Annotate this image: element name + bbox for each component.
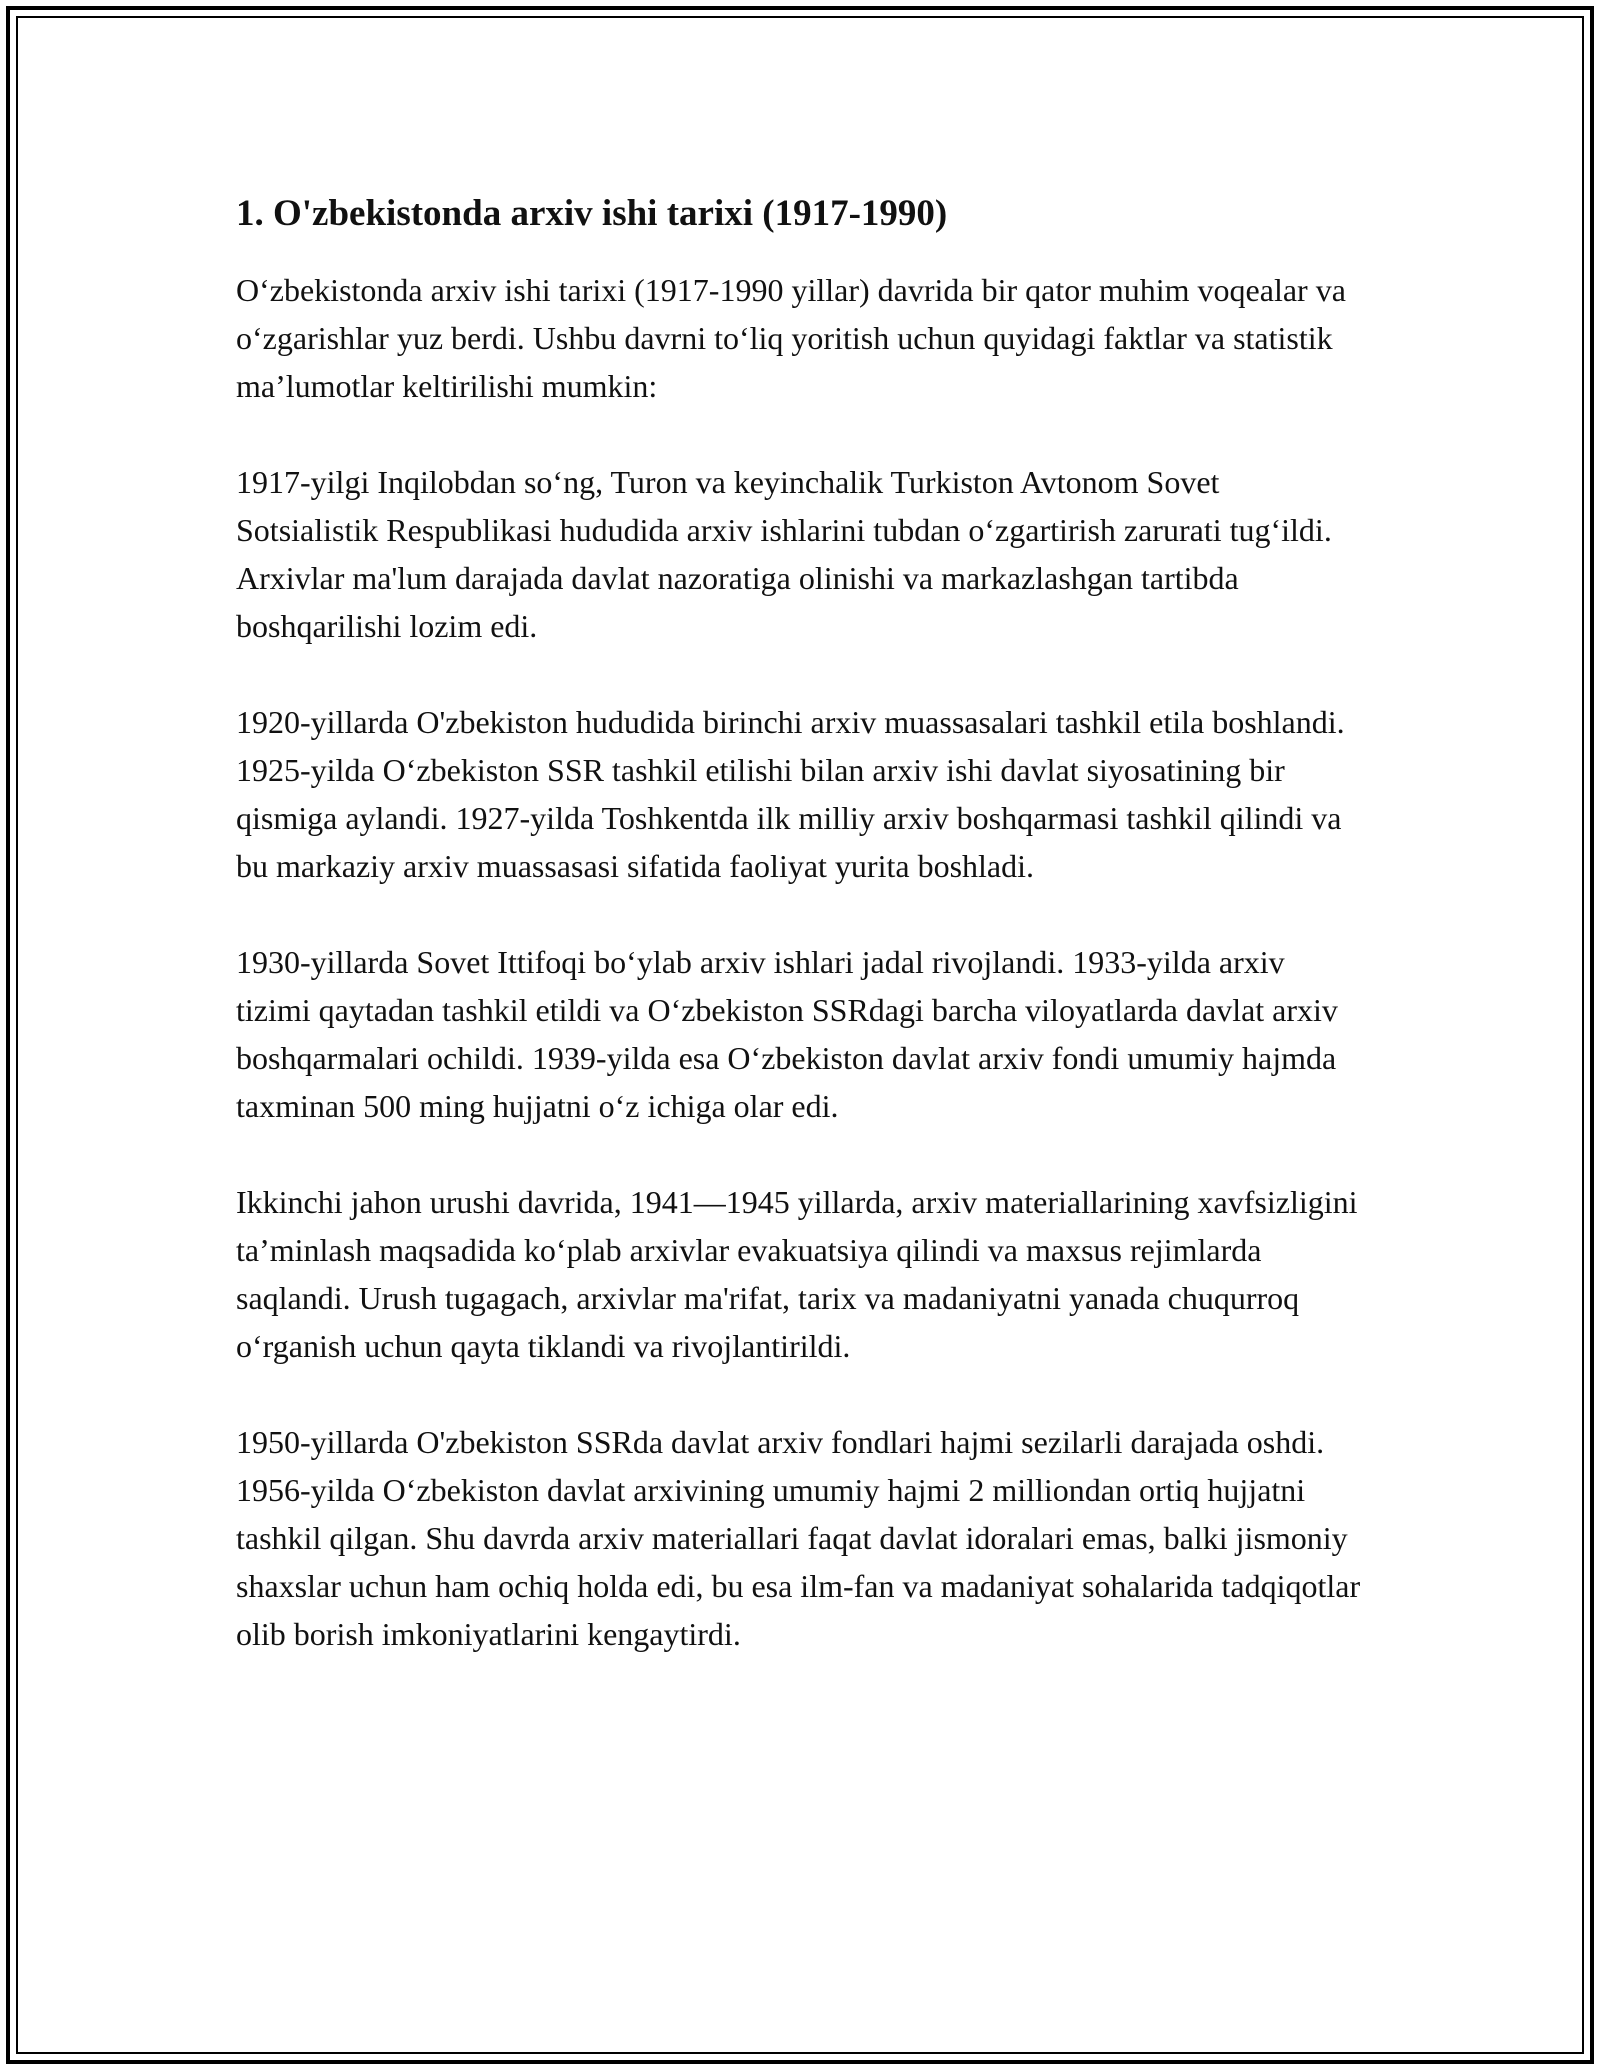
paragraph-1950s: 1950-yillarda O'zbekiston SSRda davlat arxiv fondlari hajmi sezilarli darajada oshdi. 1956-yilda O‘zbekiston davlat arxivining umumiy hajmi 2 milliondan ortiq hujjatni tashkil qilgan. Shu davrda arxiv materiallari faqat davlat idoralari emas, balki jismoniy shaxslar uchun ham ochiq holda edi, bu esa ilm-fan va madaniyat sohalarida tadqiqotlar olib borish imkoniyatlarini kengaytirdi. xyxy=(236,1424,1361,1652)
document-body xyxy=(236,186,1366,1658)
paragraph-1920s: 1920-yillarda O'zbekiston hududida birinchi arxiv muassasalari tashkil etila boshlandi. 1925-yilda O‘zbekiston SSR tashkil etilishi bilan arxiv ishi davlat siyosatining bir qismiga aylandi. 1927-yilda Toshkentda ilk milliy arxiv boshqarmasi tashkil qilindi va bu markaziy arxiv muassasasi sifatida faoliyat yurita boshladi. xyxy=(236,704,1345,884)
paragraph-intro: O‘zbekistonda arxiv ishi tarixi (1917-1990 yillar) davrida bir qator muhim voqealar va o‘zgarishlar yuz berdi. Ushbu davrni to‘liq yoritish uchun quyidagi faktlar va statistik ma’lumotlar keltirilishi mumkin: xyxy=(236,272,1346,404)
paragraph-1917: 1917-yilgi Inqilobdan so‘ng, Turon va keyinchalik Turkiston Avtonom Sovet Sotsialistik Respublikasi hududida arxiv ishlarini tubdan o‘zgartirish zarurati tug‘ildi. Arxivlar ma'lum darajada davlat nazoratiga olinishi va markazlashgan tartibda boshqarilishi lozim edi. xyxy=(236,464,1332,644)
document-title: 1. O'zbekistonda arxiv ishi tarixi (1917-1990) xyxy=(236,193,948,234)
paragraph-ww2: Ikkinchi jahon urushi davrida, 1941—1945 yillarda, arxiv materiallarining xavfsizligini ta’minlash maqsadida ko‘plab arxivlar evakuatsiya qilindi va maxsus rejimlarda saqlandi. Urush tugagach, arxivlar ma'rifat, tarix va madaniyatni yanada chuqurroq o‘rganish uchun qayta tiklandi va rivojlantirildi. xyxy=(236,1184,1358,1364)
paragraph-1930s: 1930-yillarda Sovet Ittifoqi bo‘ylab arxiv ishlari jadal rivojlandi. 1933-yilda arxiv tizimi qaytadan tashkil etildi va O‘zbekiston SSRdagi barcha viloyatlarda davlat arxiv boshqarmalari ochildi. 1939-yilda esa O‘zbekiston davlat arxiv fondi umumiy hajmda taxminan 500 ming hujjatni o‘z ichiga olar edi. xyxy=(236,944,1338,1124)
